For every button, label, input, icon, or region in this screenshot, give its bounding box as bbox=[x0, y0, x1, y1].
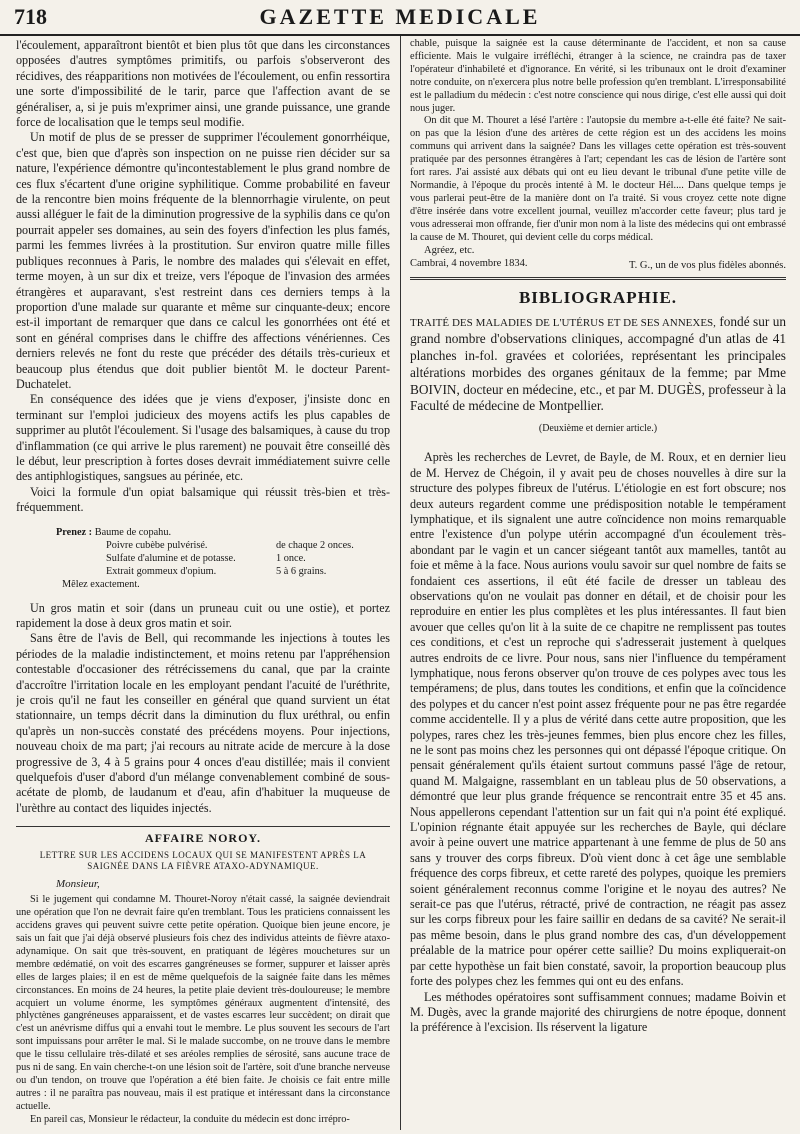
bibliography-book-title: TRAITÉ DES MALADIES DE L'UTÉRUS ET DE SES ANNEXES, bbox=[410, 316, 716, 329]
paragraph: Un gros matin et soir (dans un pruneau cuit ou une ostie), et portez rapidement la dose à deux gros matin et soir. bbox=[16, 600, 390, 630]
affaire-title: AFFAIRE NOROY. bbox=[144, 831, 261, 846]
letter-salutation: Monsieur, bbox=[56, 878, 100, 891]
recipe-dose: 5 à 6 grains. bbox=[276, 565, 327, 577]
section-divider bbox=[16, 826, 390, 827]
bibliography-book-details: fondé sur un grand nombre d'observations cliniques, accompagné d'un atlas de 41 planches in-fol. gravées et coloriées, représentant les principales altérations morbides des organes génitaux de la femme; par Mme BOIVIN, docteur en médecine, etc., et par M. DUGÈS, professeur à la Faculté de médecine de Montpellier. bbox=[410, 313, 786, 414]
letter-subtitle: LETTRE SUR LES ACCIDENS LOCAUX QUI SE MANIFESTENT APRÈS LA SAIGNÉE DANS LA FIÈVRE ATAXO-ADYNAMIQUE. bbox=[39, 850, 367, 872]
paragraph: En conséquence des idées que je viens d'exposer, j'insiste donc en terminant sur l'emploi judicieux des moyens actifs les plus capables de supprimer au plutôt l'écoulement. Si l'usage des balsamiques, à cause du trop d'inflammation (ce qui arrive le plus rarement) ne pouvait être conseillé dès le début, leur prescription à fortes doses devrait immédiatement suivre celle des antiphlogistiques, sangsues au périnée, etc. bbox=[16, 392, 390, 484]
recipe-dose bbox=[265, 526, 390, 539]
recipe-row bbox=[106, 539, 390, 552]
letter-paragraph: Si le jugement qui condamne M. Thouret-Noroy n'était cassé, la saignée deviendrait une opération que l'on ne devrait faire qu'en tremblant. Tous les praticiens connaissent les accidens graves qui peuvent suivre cette petite opération. Quoique bien jeune encore, je sais un fait que j'ai déjà observé plusieurs fois chez des individus atteints de fièvre ataxo-adynamique. On sait que très-souvent, en pratiquant de légères mouchetures sur un membre œdématié, on voit des escarres gangréneuses se former, suppurer et laisser après elles de larges plaies; il en est de même quelquefois de la saignée faite dans les mêmes circonstances. En moins de 24 heures, la petite plaie devient très-douloureuse; le membre acquiert un volume énorme, les symptômes généraux augmentent d'intensité, des phlyctènes gangréneuses apparaissent, et de vastes escarres leur succèdent; on dirait que c'est un anévrisme diffus qui a envahi tout le membre. Le plus souvent les secours de l'art sont impuissans pour arrêter le mal. Si le malade succombe, on ne trouve dans le membre que le tissu cellulaire très-dilaté et ses aréoles remplies de sérosité, sans aucune trace de pus ni de sang. En vain cherche-t-on une lésion soit de l'artère, soit d'une branche nerveuse ou d'un tendon, on trouve que l'opération a été bien faite. Je choisis ce fait entre mille autres : il ne paraîtra pas nouveau, mais il est pratique et intéressant dans la circonstance actuelle. bbox=[16, 894, 390, 1112]
recipe-row bbox=[106, 552, 390, 565]
letter-signature: T. G., un de vos plus fidèles abonnés. bbox=[629, 259, 786, 271]
page-header bbox=[0, 0, 800, 36]
recipe-drug: Extrait gommeux d'opium. bbox=[106, 565, 217, 577]
page-title: GAZETTE MEDICALE bbox=[259, 4, 541, 29]
recipe-dose: de chaque 2 onces. bbox=[276, 539, 354, 551]
letter-closing: Agréez, etc. bbox=[424, 244, 475, 256]
letter-dateline: Cambrai, 4 novembre 1834. bbox=[410, 257, 528, 269]
page-number: 718 bbox=[14, 4, 47, 29]
letter-paragraph: On dit que M. Thouret a lésé l'artère : l'autopsie du membre a-t-elle été faite? Ne sait-on pas que la lésion d'une des artères de cette région est un des accidens les moins communs qui arrivent dans la saignée? Dans les villages cette opération est très-souvent pratiquée par des personnes étrangères à l'art; cependant les cas de lésion de l'artère sont fort rares. J'ai assisté aux débats qui ont eu lieu devant le tribunal d'une petite ville de Normandie, à l'époque du procès intenté à M. le docteur Hél.... Dans quelque temps je vous parlerai peut-être de la manière dont on l'a traité. Si vous croyez cette note digne d'être insérée dans votre excellent journal, veuillez m'accorder cette faveur; plus tard je vous adresserai mon offrande, fier d'unir mon nom à la liste des médecins qui ont embrassé la cause de M. Thouret, qui devient celle du corps médical. bbox=[410, 115, 786, 243]
paragraph: Les méthodes opératoires sont suffisamment connues; madame Boivin et M. Dugès, avec la grande majorité des chirurgiens de notre époque, donnent la préférence à l'excision. Ils réservent la ligature bbox=[410, 989, 786, 1035]
recipe-dose: 1 once. bbox=[276, 552, 306, 564]
recipe-drug: Poivre cubèbe pulvérisé. bbox=[106, 539, 208, 551]
recipe-drug: Baume de copahu. bbox=[94, 526, 172, 538]
letter-paragraph: chable, puisque la saignée est la cause déterminante de l'accident, et non sa cause efficiente. Mais le vulgaire irréfléchi, étranger à la science, ne craindra pas de taxer l'opérateur d'inhabileté et d'ignorance. En vérité, si les tribunaux ont le droit d'examiner notre conduite, on n'exercera plus notre belle profession qu'en tremblant. L'irresponsabilité est le palladium du médecin : c'est notre conscience qui nous dirige, c'est elle aussi qui doit nous juger. bbox=[410, 38, 786, 114]
recipe-formula bbox=[56, 526, 390, 591]
recipe-prenez: Prenez : bbox=[56, 526, 93, 538]
article-note: (Deuxième et dernier article.) bbox=[538, 423, 658, 435]
recipe-row bbox=[106, 565, 390, 578]
column-divider bbox=[400, 36, 401, 1130]
recipe-row bbox=[56, 526, 390, 539]
paragraph: l'écoulement, apparaîtront bientôt et bien plus tôt que dans les circonstances opposées d'autres symptômes primitifs, ou parfois s'observeront des récidives, des réapparitions non motivées de l'écoulement, ou enfin ressortira une sorte d'impossibilité de le tarir, parce que l'affection avant de se généraliser, a, si je puis m'exprimer ainsi, une grande puissance, une grande force de localisation que le temps seul modifie. bbox=[16, 38, 390, 130]
bibliography-heading: BIBLIOGRAPHIE. bbox=[518, 287, 678, 307]
right-column bbox=[410, 38, 786, 1130]
section-divider bbox=[410, 277, 786, 280]
paragraph: Après les recherches de Levret, de Bayle, de M. Roux, et en dernier lieu de M. Hervez de Chégoin, il y avait peu de choses nouvelles à dire sur la structure des polypes fibreux de l'utérus. L'étiologie en est fort obscure; nos deux auteurs regardent comme une prédisposition notable le tempérament lymphatique, et ils signalent une autre coïncidence non moins remarquable entre l'existence d'un polype utérin accompagné d'un écoulement très-abondant par le vagin et un cancer siégeant tantôt aux mamelles, tantôt au foie et même à la face. Nous aurions voulu savoir sur quel nombre de faits se fondaient ces assertions, il eût été facile de dresser un tableau des observations qu'on ne voulait pas donner en détail, et de choisir pour les reproduire en entier les plus complètes et les plus intéressantes. Il faut bien avouer que celles qu'on lit à la suite de ce chapitre ne remplissent pas toutes ces conditions, et c'est un reproche qui s'adresserait justement à quelques autres endroits de ce livre. Pour nous, sans nier l'influence du tempérament lymphatique, nous ferons observer qu'on trouve de ces polypes avec tous les tempéramens; de plus, dans toutes les conditions, et enfin que la coïncidence des polypes et du cancer n'est point assez fréquente pour ne pas être regardée comme accidentelle. Il y a plus de vérité dans cette autre proposition, que les polypes, rares chez les très-jeunes femmes, bien plus encore chez les filles, ne le sont pas moins chez les personnes qui ont dépassé l'époque critique. On pensait généralement qu'ils étaient surtout communs passé l'âge de retour, quand M. Malgaigne, rassemblant en un tableau plus de 50 observations, a démontré que leur plus grande fréquence se rencontrait entre 35 et 45 ans. Nous appellerons cependant l'attention sur un fait qui n'a point été expliqué. L'opinion régnante était appuyée sur les recherches de Bayle, qui déclare avoir à peine ouvert une matrice appartenant à une femme de plus de 50 ans sans y trouver des corps fibreux. D'où vient donc à cet âge une semblable fréquence des corps fibreux, et cette rareté des polypes, quoique les premiers soient généralement reconnus comme l'origine et le noyau des autres? Ne serait-ce pas que l'utérus, rétracté, privé de contraction, ne réagit pas assez sur les corps fibreux pour les faire saillir en dedans de sa cavité? Ne serait-il pas même besoin, dans le plus grand nombre des cas, d'un développement préalable de la matrice pour opérer cette saillie? Du moins expliquerait-on par cette hypothèse un fait bien constaté, savoir, la proportion beaucoup plus forte des polypes chez les femmes qui ont eu des enfans. bbox=[410, 450, 786, 989]
paragraph: Voici la formule d'un opiat balsamique qui réussit très-bien et très-fréquemment. bbox=[16, 484, 390, 515]
paragraph: Sans être de l'avis de Bell, qui recommande les injections à toutes les périodes de la maladie indistinctement, et moins retenu par l'appréhension contestable d'occasioner des rétrécissemens du canal, que par la crainte d'accroître l'irritation locale en les employant pendant l'acuité de l'uréthrite, je crois qu'il ne faut les conseiller en général que quand survient un état stationnaire, un temps décrit dans la diminution du flux uréthral, ou enfin qu'après un non-succès constaté des précédens moyens. Pour injections, nouveau choix de ma part; j'ai recours au nitrate acide de mercure à la dose progressive de 3, 4 à 5 grains pour 4 onces d'eau distillée; mais il convient quelquefois d'user d'abord d'un mélange convenablement combiné de sous-acétate de plomb, de laudanum et d'eau, afin d'habituer la muqueuse de l'urèthre au contact des liquides injectés. bbox=[16, 631, 390, 815]
recipe-melez: Mêlez exactement. bbox=[62, 578, 140, 590]
left-column bbox=[16, 38, 390, 1130]
recipe-drug: Sulfate d'alumine et de potasse. bbox=[106, 552, 236, 564]
letter-paragraph: En pareil cas, Monsieur le rédacteur, la conduite du médecin est donc irrépro- bbox=[30, 1113, 350, 1125]
bibliography-description bbox=[410, 314, 786, 416]
paragraph: Un motif de plus de se presser de supprimer l'écoulement gonorrhéique, c'est que, bien que d'après son inspection on ne puisse rien décider sur sa nature, l'expérience démontre qu'incontestablement le plus grand nombre de ces flux s'écartent d'une origine syphilitique. Comme probabilité en faveur de la rencontre bien moins fréquente de la blennorrhagie virulente, on peut aussi alléguer le fait de la diminution progressive de la syphilis dans ce qu'on pourrait appeler ses domaines, au sein des foyers d'infection les plus famés, parmi les femmes livrées à la prostitution. Sur environ quatre mille filles publiques reconnues à Paris, le nombre des malades qui s'élevait en effet, terme moyen, à un sur dix et treize, vers l'époque de l'invasion des armées étrangères et auparavant, s'est restreint dans ces derniers temps à la proportion d'une malade sur quarante et même sur cinquante-deux; encore est-il important de remarquer que dans ce calcul les gonorrhées ont été et sont en général comprises dans le chiffre des affections vénériennes. Ces derniers relevés ne font du reste que précéder des détails très-curieux et beaucoup plus étendus que doit publier bientôt M. le docteur Parent-Duchatelet. bbox=[16, 130, 390, 391]
